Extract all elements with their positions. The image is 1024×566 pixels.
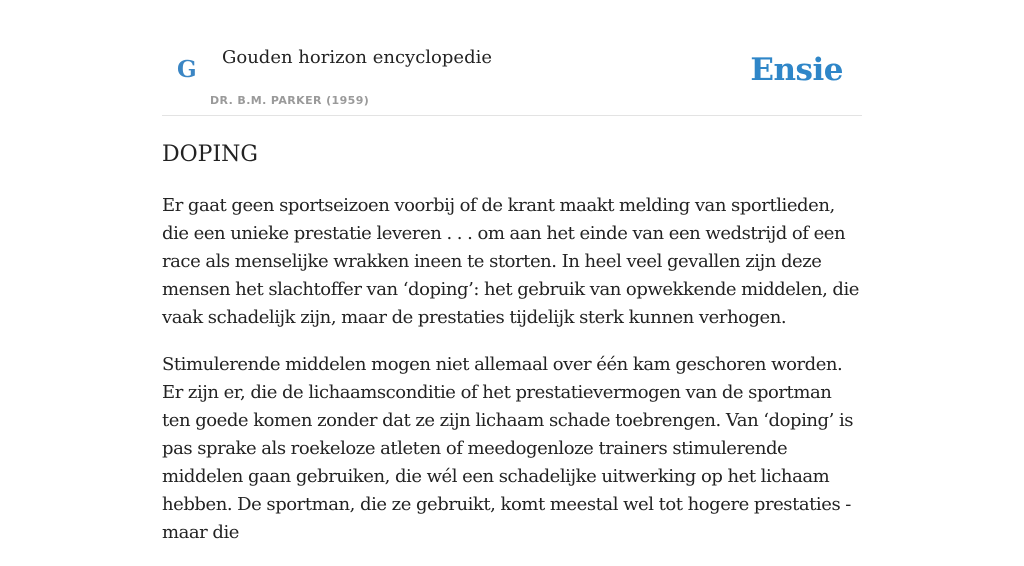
entry-page [162,0,862,543]
source-header [162,0,862,116]
paragraph: Stimulerende middelen mogen niet allemaal over één kam geschoren worden. Er zijn er, die de lichaamsconditie of het prestatievermogen van de sportman ten goede komen zonder dat ze zijn lichaam schade toebrengen. Van ‘doping’ is pas sprake als roekeloze atleten of meedogenloze trainers stimulerende middelen gaan gebruiken, die wél een schadelijke uitwerking op het lichaam hebben. De sportman, die ze gebruikt, komt meestal wel tot hogere prestaties - maar die [162,354,854,543]
paragraph: Er gaat geen sportseizoen voorbij of de krant maakt melding van sportlieden, die een unieke prestatie leveren . . . om aan het einde van een wedstrijd of een race als menselijke wrakken ineen te storten. In heel veel gevallen zijn deze mensen het slachtoffer van ‘doping’: het gebruik van opwekkende middelen, die vaak schadelijk zijn, maar de prestaties tijdelijk sterk kunnen verhogen. [162,195,860,328]
entry-body [162,192,862,566]
source-author: DR. B.M. PARKER (1959) [210,94,370,107]
source-title-link[interactable]: Gouden horizon encyclopedie [222,47,492,68]
entry-title: DOPING [162,142,258,167]
ensie-logo[interactable]: Ensie [750,52,843,88]
source-initial-icon: G [177,56,197,83]
